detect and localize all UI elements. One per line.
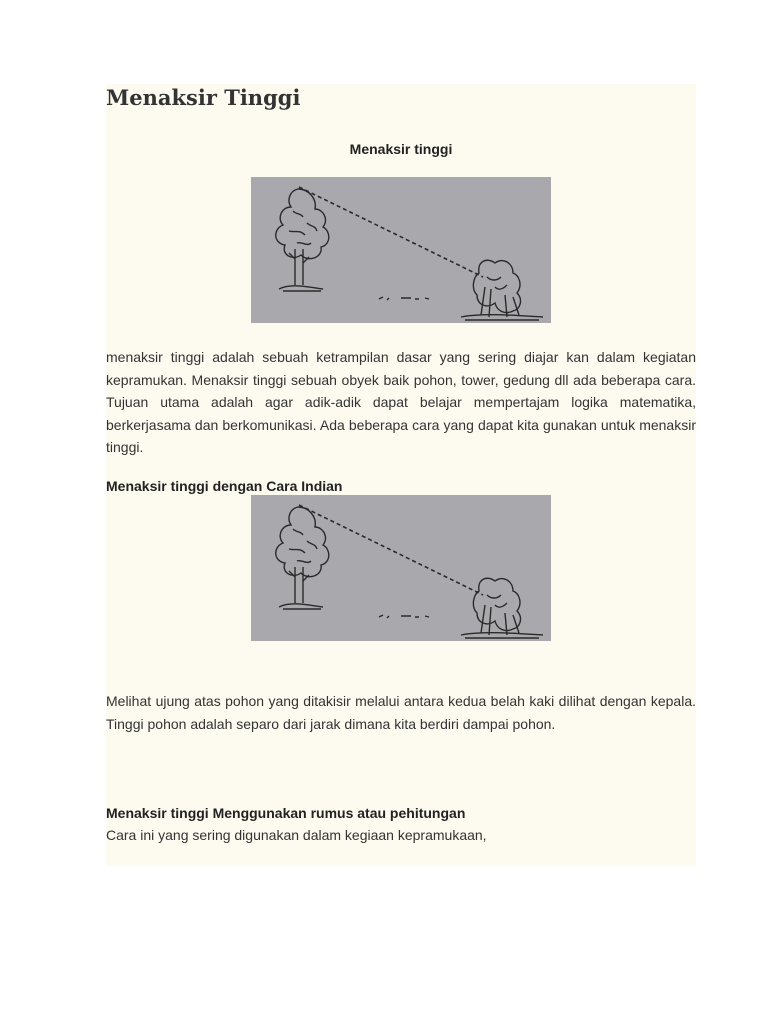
tree-and-scout-illustration-icon (251, 495, 551, 641)
article-body (106, 84, 696, 866)
rumus-paragraph: Cara ini yang sering digunakan dalam kegiaan kepramukaan, (106, 827, 487, 843)
section-heading-rumus: Menaksir tinggi Menggunakan rumus atau pehitungan (106, 805, 466, 821)
article-subtitle: Menaksir tinggi (349, 141, 453, 157)
section-heading-cara-indian: Menaksir tinggi dengan Cara Indian (106, 478, 343, 494)
intro-paragraph: menaksir tinggi adalah sebuah ketrampilan dasar yang sering diajar kan dalam kegiatan kepramukan. Menaksir tinggi sebuah obyek baik pohon, tower, gedung dll ada beberapa cara. Tujuan utama adalah agar adik-adik dapat belajar mempertajam logika matematika, berkerjasama dan berkomunikasi. Ada beberapa cara yang dapat kita gunakan untuk menaksir tinggi. (106, 349, 696, 455)
page-title: Menaksir Tinggi (106, 85, 301, 110)
cara-indian-paragraph: Melihat ujung atas pohon yang ditakisir melalui antara kedua belah kaki dilihat dengan kepala. Tinggi pohon adalah separo dari jarak dimana kita berdiri dampai pohon. (106, 693, 696, 732)
tree-and-scout-illustration-icon (251, 177, 551, 323)
